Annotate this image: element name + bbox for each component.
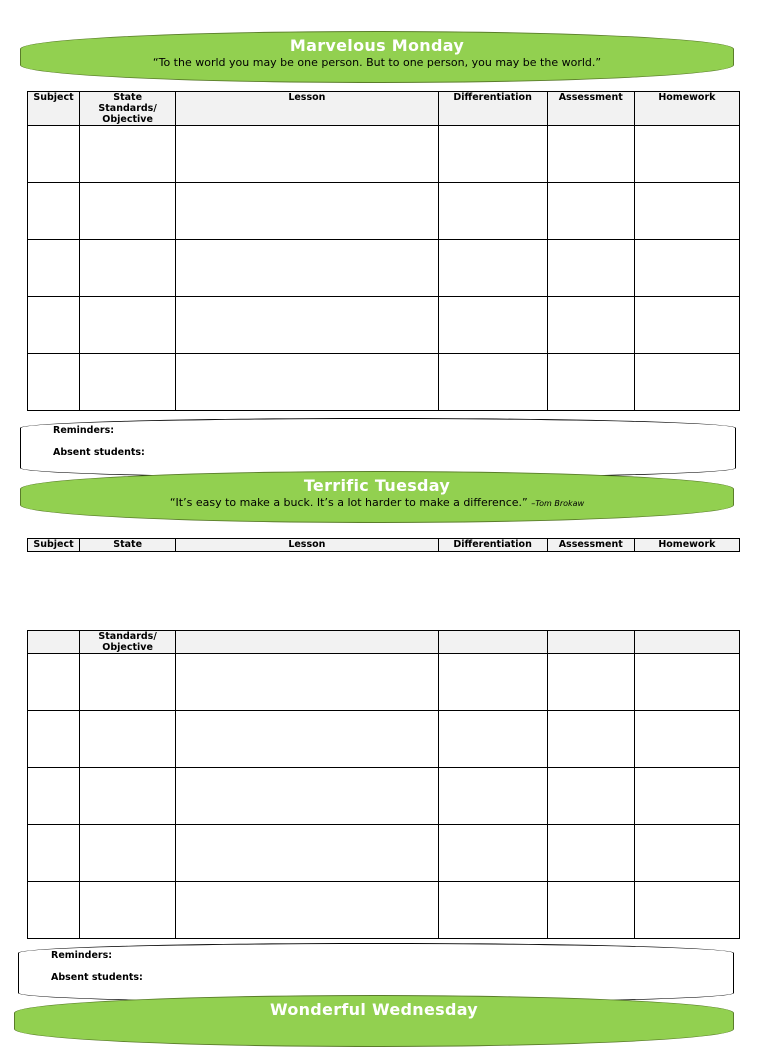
- monday-quote: “To the world you may be one person. But to one person, you may be the world.”: [152, 56, 602, 69]
- col-homework: Homework: [634, 539, 739, 552]
- cell[interactable]: [438, 654, 547, 711]
- cell[interactable]: [634, 654, 739, 711]
- tuesday-reminders-box: [18, 943, 734, 1003]
- cell[interactable]: [28, 354, 80, 411]
- col-subject: Subject: [28, 92, 80, 126]
- cell[interactable]: [80, 711, 176, 768]
- monday-banner: [20, 31, 734, 83]
- table-row: [28, 297, 740, 354]
- cell[interactable]: [176, 297, 438, 354]
- tuesday-quote: “It’s easy to make a buck. It’s a lot harder to make a difference.”: [169, 496, 528, 509]
- cell[interactable]: [80, 354, 176, 411]
- col-lesson: Lesson: [176, 92, 438, 126]
- cell[interactable]: [547, 825, 634, 882]
- cell[interactable]: [80, 126, 176, 183]
- tuesday-header-table: [27, 538, 740, 552]
- cell[interactable]: [176, 825, 438, 882]
- cell[interactable]: [176, 654, 438, 711]
- header-row: [28, 539, 740, 552]
- absent-students-label: Absent students:: [53, 447, 145, 458]
- cell[interactable]: [547, 768, 634, 825]
- col-assessment: Assessment: [547, 539, 634, 552]
- cell[interactable]: [80, 240, 176, 297]
- table-row: [28, 183, 740, 240]
- header-row-continued: [28, 631, 740, 654]
- cell[interactable]: [547, 126, 634, 183]
- cell[interactable]: [176, 183, 438, 240]
- objective-label: Objective: [102, 114, 153, 125]
- cell[interactable]: [547, 297, 634, 354]
- cell[interactable]: [28, 654, 80, 711]
- table-row: [28, 768, 740, 825]
- cell[interactable]: [28, 297, 80, 354]
- cell[interactable]: [176, 768, 438, 825]
- cell[interactable]: [176, 882, 438, 939]
- col-homework: Homework: [634, 92, 739, 126]
- tuesday-attribution: –Tom Brokaw: [531, 499, 585, 508]
- cell[interactable]: [80, 183, 176, 240]
- standards-label: Standards/: [98, 631, 157, 642]
- cell[interactable]: [547, 183, 634, 240]
- reminders-label: Reminders:: [53, 425, 115, 436]
- cell[interactable]: [634, 240, 739, 297]
- cell[interactable]: [634, 126, 739, 183]
- objective-label: Objective: [102, 642, 153, 653]
- cell[interactable]: [634, 711, 739, 768]
- monday-reminders-box: [20, 418, 736, 478]
- cell[interactable]: [547, 354, 634, 411]
- col-state-standards: [80, 92, 176, 126]
- cell[interactable]: [176, 354, 438, 411]
- cell[interactable]: [634, 768, 739, 825]
- col-homework-cont: [634, 631, 739, 654]
- cell[interactable]: [438, 768, 547, 825]
- cell[interactable]: [80, 654, 176, 711]
- cell[interactable]: [438, 240, 547, 297]
- cell[interactable]: [28, 240, 80, 297]
- cell[interactable]: [176, 711, 438, 768]
- table-row: [28, 654, 740, 711]
- col-standards-cont: [80, 631, 176, 654]
- tuesday-title: Terrific Tuesday: [303, 476, 451, 495]
- col-lesson-cont: [176, 631, 438, 654]
- table-row: [28, 354, 740, 411]
- cell[interactable]: [28, 768, 80, 825]
- cell[interactable]: [28, 183, 80, 240]
- table-row: [28, 711, 740, 768]
- col-differentiation-cont: [438, 631, 547, 654]
- cell[interactable]: [634, 882, 739, 939]
- cell[interactable]: [28, 825, 80, 882]
- table-row: [28, 126, 740, 183]
- cell[interactable]: [80, 825, 176, 882]
- cell[interactable]: [547, 711, 634, 768]
- monday-plan-table: [27, 91, 740, 411]
- table-row: [28, 882, 740, 939]
- standards-label: Standards/: [98, 103, 157, 114]
- absent-students-label: Absent students:: [51, 972, 143, 983]
- col-differentiation: Differentiation: [438, 539, 547, 552]
- cell[interactable]: [438, 297, 547, 354]
- wednesday-title: Wonderful Wednesday: [269, 1000, 479, 1019]
- tuesday-quote-line: [21, 496, 733, 511]
- col-lesson: Lesson: [176, 539, 438, 552]
- col-differentiation: Differentiation: [438, 92, 547, 126]
- cell[interactable]: [438, 126, 547, 183]
- cell[interactable]: [80, 768, 176, 825]
- tuesday-banner: [20, 471, 734, 523]
- cell[interactable]: [547, 240, 634, 297]
- state-label: State: [113, 92, 143, 103]
- cell[interactable]: [28, 882, 80, 939]
- cell[interactable]: [176, 240, 438, 297]
- wednesday-banner: [14, 995, 734, 1047]
- cell[interactable]: [176, 126, 438, 183]
- col-assessment-cont: [547, 631, 634, 654]
- table-row: [28, 825, 740, 882]
- cell[interactable]: [634, 183, 739, 240]
- col-subject-cont: [28, 631, 80, 654]
- cell[interactable]: [438, 183, 547, 240]
- cell[interactable]: [28, 126, 80, 183]
- col-assessment: Assessment: [547, 92, 634, 126]
- cell[interactable]: [438, 711, 547, 768]
- monday-title: Marvelous Monday: [289, 36, 465, 55]
- col-subject: Subject: [28, 539, 80, 552]
- cell[interactable]: [80, 297, 176, 354]
- col-state: State: [80, 539, 176, 552]
- cell[interactable]: [28, 711, 80, 768]
- cell[interactable]: [80, 882, 176, 939]
- cell[interactable]: [547, 882, 634, 939]
- cell[interactable]: [634, 354, 739, 411]
- cell[interactable]: [438, 882, 547, 939]
- cell[interactable]: [547, 654, 634, 711]
- header-row: [28, 92, 740, 126]
- reminders-label: Reminders:: [51, 950, 113, 961]
- table-row: [28, 240, 740, 297]
- cell[interactable]: [438, 825, 547, 882]
- cell[interactable]: [634, 825, 739, 882]
- cell[interactable]: [438, 354, 547, 411]
- tuesday-plan-table: [27, 630, 740, 939]
- cell[interactable]: [634, 297, 739, 354]
